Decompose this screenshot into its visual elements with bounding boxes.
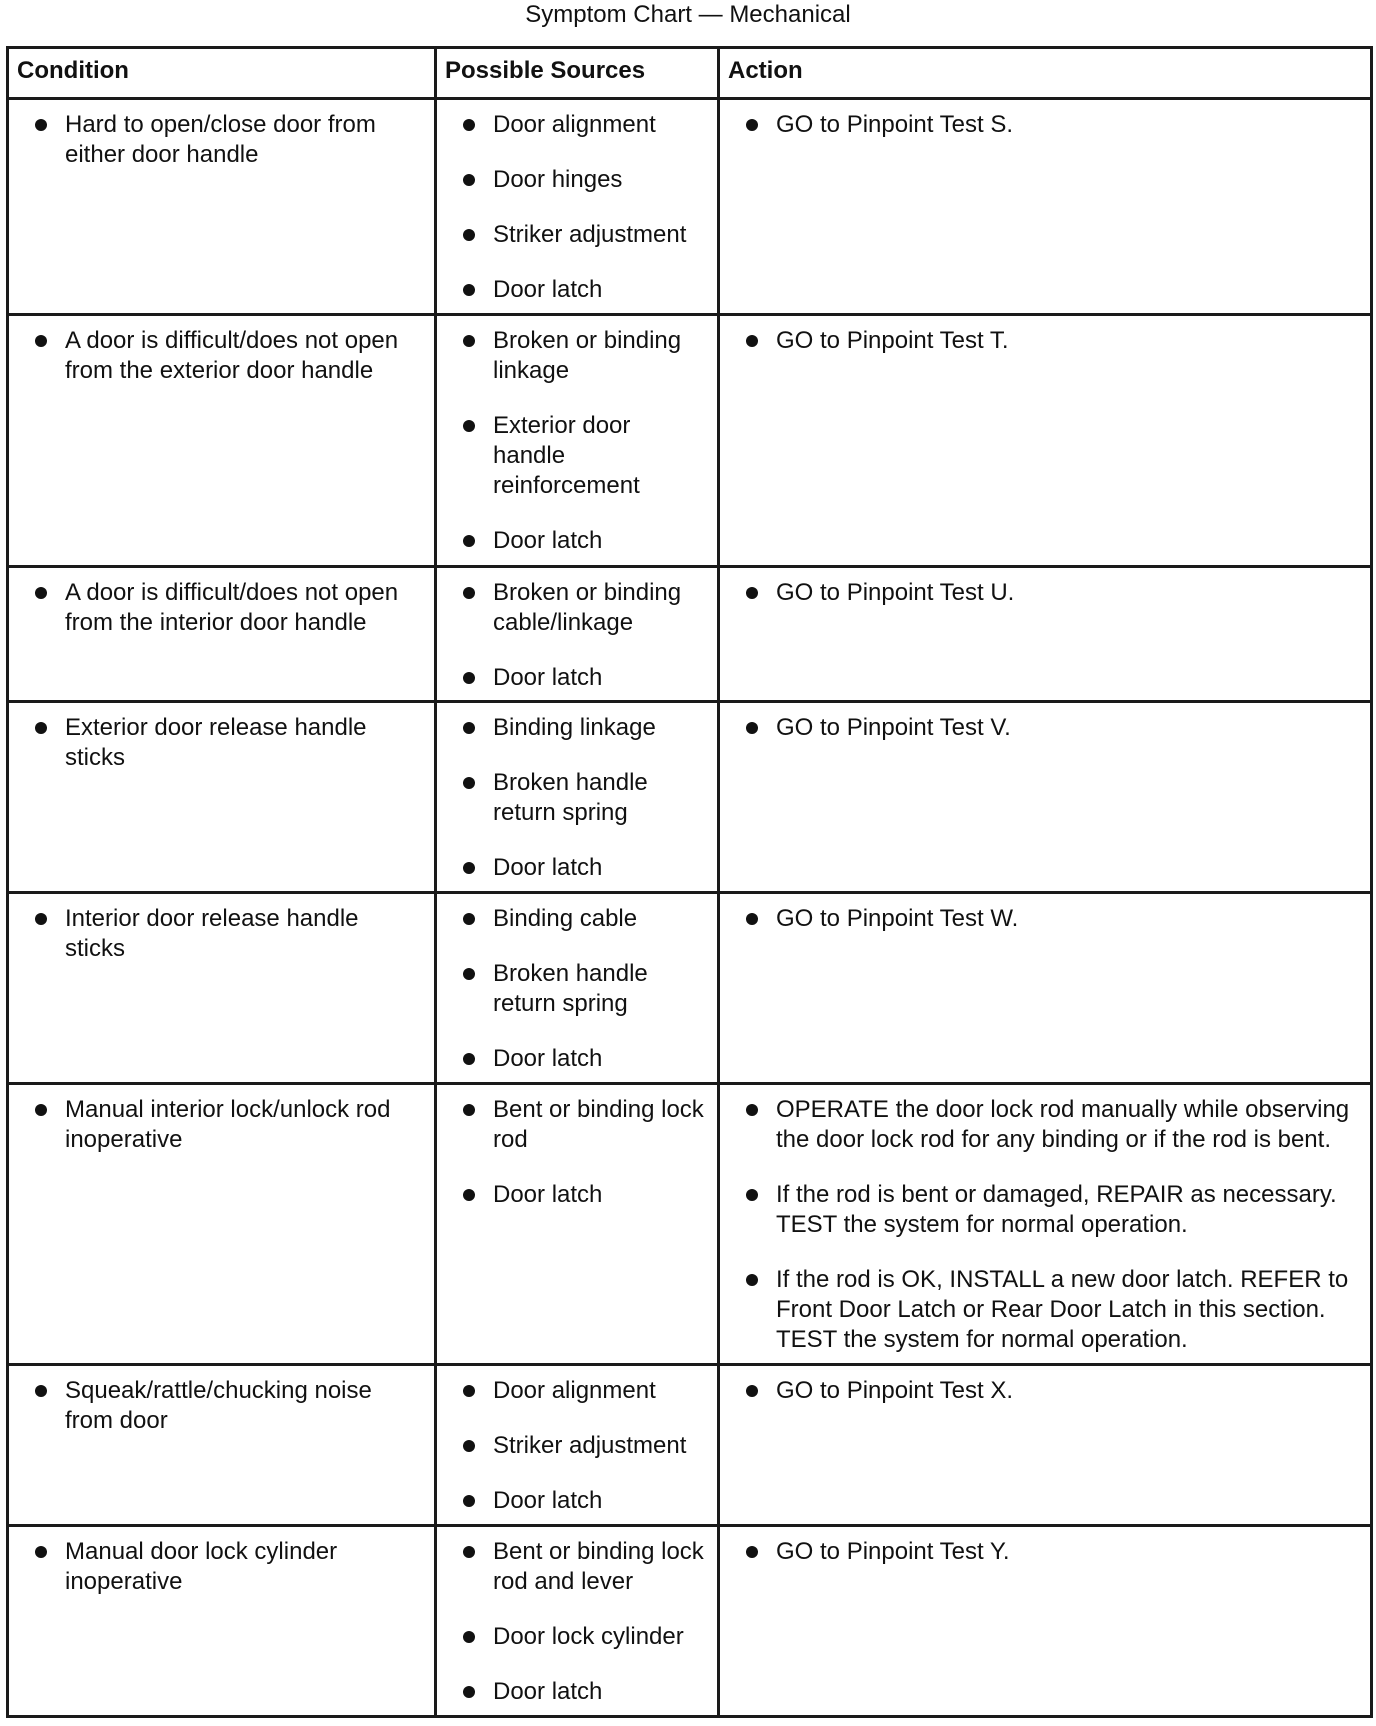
bullet-icon xyxy=(35,587,47,599)
bullet-icon xyxy=(746,722,758,734)
item-text: Door latch xyxy=(493,853,603,881)
condition-cell-list xyxy=(19,578,424,638)
list-item xyxy=(447,275,707,305)
condition-cell-list xyxy=(19,904,424,964)
condition-cell xyxy=(8,1365,436,1526)
item-text: Door alignment xyxy=(493,1377,656,1405)
bullet-icon xyxy=(463,722,475,734)
condition-cell xyxy=(8,99,436,315)
action-cell xyxy=(719,315,1372,566)
bullet-icon xyxy=(35,913,47,925)
list-item xyxy=(447,411,707,501)
condition-cell-list xyxy=(19,1537,424,1597)
item-text: GO to Pinpoint Test T. xyxy=(776,327,1009,355)
bullet-icon xyxy=(463,535,475,547)
item-text: Binding cable xyxy=(493,904,638,932)
item-text: Door hinges xyxy=(493,166,623,193)
sources-cell xyxy=(436,892,719,1083)
bullet-icon xyxy=(463,420,475,432)
bullet-icon xyxy=(746,119,758,131)
action-cell xyxy=(719,99,1372,315)
item-text: Door latch xyxy=(493,1678,603,1706)
action-cell xyxy=(719,1365,1372,1526)
list-item xyxy=(447,165,707,195)
bullet-icon xyxy=(463,174,475,186)
item-text: Broken handle return spring xyxy=(493,768,648,826)
list-item xyxy=(447,853,707,883)
bullet-icon xyxy=(35,335,47,347)
item-text: A door is difficult/does not open from the exterior door handle xyxy=(65,327,399,385)
action-cell-list xyxy=(730,713,1360,743)
table-body xyxy=(8,99,1372,1717)
sources-cell xyxy=(436,99,719,315)
action-cell-list xyxy=(730,326,1360,356)
list-item xyxy=(730,713,1360,743)
list-item xyxy=(447,1431,707,1461)
condition-cell-list xyxy=(19,713,424,773)
list-item xyxy=(447,220,707,250)
item-text: Interior door release handle sticks xyxy=(65,904,359,962)
table-row xyxy=(8,99,1372,315)
sources-cell-list xyxy=(447,904,707,1074)
item-text: Exterior door handle reinforcement xyxy=(493,412,640,500)
condition-cell xyxy=(8,892,436,1083)
list-item xyxy=(19,326,424,386)
item-text: Bent or binding lock rod xyxy=(493,1095,704,1153)
item-text: Hard to open/close door from either door handle xyxy=(65,111,376,168)
list-item xyxy=(447,110,707,140)
bullet-icon xyxy=(746,1104,758,1116)
bullet-icon xyxy=(463,672,475,684)
table-row xyxy=(8,315,1372,566)
bullet-icon xyxy=(463,587,475,599)
sources-cell-list xyxy=(447,713,707,883)
header-condition: Condition xyxy=(8,48,436,99)
list-item xyxy=(447,326,707,386)
list-item xyxy=(447,1537,707,1597)
bullet-icon xyxy=(463,777,475,789)
bullet-icon xyxy=(35,1546,47,1558)
item-text: If the rod is bent or damaged, REPAIR as necessary. TEST the system for normal operation. xyxy=(776,1180,1337,1238)
condition-cell xyxy=(8,1526,436,1717)
bullet-icon xyxy=(35,119,47,131)
bullet-icon xyxy=(463,1686,475,1698)
item-text: Squeak/rattle/chucking noise from door xyxy=(65,1377,372,1435)
bullet-icon xyxy=(746,1546,758,1558)
item-text: Door latch xyxy=(493,1487,603,1515)
item-text: Manual door lock cylinder inoperative xyxy=(65,1538,338,1596)
bullet-icon xyxy=(463,119,475,131)
action-cell-list xyxy=(730,1376,1360,1406)
bullet-icon xyxy=(463,1385,475,1397)
action-cell xyxy=(719,892,1372,1083)
sources-cell xyxy=(436,566,719,701)
table-row xyxy=(8,892,1372,1083)
table-row xyxy=(8,701,1372,892)
condition-cell xyxy=(8,1083,436,1365)
list-item xyxy=(730,1376,1360,1406)
item-text: Door alignment xyxy=(493,111,656,138)
bullet-icon xyxy=(463,1495,475,1507)
bullet-icon xyxy=(35,1104,47,1116)
table-row xyxy=(8,1365,1372,1526)
sources-cell-list xyxy=(447,110,707,305)
bullet-icon xyxy=(463,1631,475,1643)
bullet-icon xyxy=(463,335,475,347)
list-item xyxy=(730,1537,1360,1567)
chart-title: Symptom Chart — Mechanical xyxy=(525,1,851,28)
list-item xyxy=(447,1180,707,1210)
bullet-icon xyxy=(746,1189,758,1201)
condition-cell-list xyxy=(19,1095,424,1155)
condition-cell xyxy=(8,315,436,566)
list-item xyxy=(447,959,707,1019)
item-text: GO to Pinpoint Test V. xyxy=(776,713,1011,741)
sources-cell xyxy=(436,1083,719,1365)
item-text: Door latch xyxy=(493,527,603,555)
item-text: Manual interior lock/unlock rod inoperative xyxy=(65,1095,391,1153)
list-item xyxy=(730,904,1360,934)
sources-cell-list xyxy=(447,326,707,556)
item-text: GO to Pinpoint Test W. xyxy=(776,904,1019,932)
list-item xyxy=(19,1537,424,1597)
bullet-icon xyxy=(463,862,475,874)
item-text: GO to Pinpoint Test S. xyxy=(776,111,1014,138)
item-text: Broken or binding linkage xyxy=(493,327,682,385)
bullet-icon xyxy=(746,587,758,599)
sources-cell-list xyxy=(447,578,707,693)
action-cell xyxy=(719,1526,1372,1717)
bullet-icon xyxy=(463,968,475,980)
sources-cell xyxy=(436,1365,719,1526)
bullet-icon xyxy=(463,1053,475,1065)
header-row xyxy=(8,48,1372,99)
item-text: Door latch xyxy=(493,276,603,303)
action-cell xyxy=(719,701,1372,892)
sources-cell-list xyxy=(447,1095,707,1210)
bullet-icon xyxy=(463,1440,475,1452)
list-item xyxy=(19,110,424,170)
list-item xyxy=(447,663,707,693)
bullet-icon xyxy=(746,335,758,347)
bullet-icon xyxy=(35,1385,47,1397)
bullet-icon xyxy=(35,722,47,734)
item-text: Bent or binding lock rod and lever xyxy=(493,1538,704,1596)
item-text: GO to Pinpoint Test Y. xyxy=(776,1538,1010,1566)
table-row xyxy=(8,566,1372,701)
item-text: Door latch xyxy=(493,1180,603,1208)
bullet-icon xyxy=(746,1274,758,1286)
item-text: GO to Pinpoint Test X. xyxy=(776,1377,1014,1405)
list-item xyxy=(447,1622,707,1652)
list-item xyxy=(447,713,707,743)
table-row xyxy=(8,1526,1372,1717)
list-item xyxy=(730,1265,1360,1355)
list-item xyxy=(447,1044,707,1074)
action-cell-list xyxy=(730,904,1360,934)
item-text: A door is difficult/does not open from the interior door handle xyxy=(65,578,399,636)
item-text: Broken handle return spring xyxy=(493,959,648,1017)
list-item xyxy=(447,1486,707,1516)
bullet-icon xyxy=(463,1546,475,1558)
bullet-icon xyxy=(463,1104,475,1116)
condition-cell-list xyxy=(19,1376,424,1436)
condition-cell-list xyxy=(19,110,424,170)
action-cell-list xyxy=(730,110,1360,140)
symptom-table xyxy=(6,46,1373,1718)
list-item xyxy=(447,1376,707,1406)
condition-cell-list xyxy=(19,326,424,386)
bullet-icon xyxy=(463,913,475,925)
action-cell-list xyxy=(730,578,1360,608)
header-action: Action xyxy=(719,48,1372,99)
sources-cell-list xyxy=(447,1376,707,1516)
item-text: Door lock cylinder xyxy=(493,1623,684,1651)
list-item xyxy=(447,1095,707,1155)
sources-cell-list xyxy=(447,1537,707,1707)
list-item xyxy=(19,904,424,964)
header-possible-sources: Possible Sources xyxy=(436,48,719,99)
action-cell xyxy=(719,1083,1372,1365)
item-text: Door latch xyxy=(493,663,603,691)
action-cell-list xyxy=(730,1095,1360,1355)
table-row xyxy=(8,1083,1372,1365)
item-text: If the rod is OK, INSTALL a new door latch. REFER to Front Door Latch or Rear Door Latch in this section. TEST the system for normal operation. xyxy=(776,1265,1349,1353)
list-item xyxy=(730,578,1360,608)
list-item xyxy=(730,1095,1360,1155)
action-cell-list xyxy=(730,1537,1360,1567)
bullet-icon xyxy=(463,1189,475,1201)
bullet-icon xyxy=(746,1385,758,1397)
item-text: Broken or binding cable/linkage xyxy=(493,578,682,636)
list-item xyxy=(447,578,707,638)
list-item xyxy=(447,1677,707,1707)
list-item xyxy=(19,1376,424,1436)
list-item xyxy=(447,904,707,934)
condition-cell xyxy=(8,566,436,701)
action-cell xyxy=(719,566,1372,701)
item-text: GO to Pinpoint Test U. xyxy=(776,578,1015,606)
list-item xyxy=(447,768,707,828)
sources-cell xyxy=(436,1526,719,1717)
item-text: Striker adjustment xyxy=(493,1432,687,1460)
list-item xyxy=(19,1095,424,1155)
item-text: Door latch xyxy=(493,1044,603,1072)
bullet-icon xyxy=(463,284,475,296)
list-item xyxy=(730,326,1360,356)
item-text: OPERATE the door lock rod manually while observing the door lock rod for any binding or if the rod is bent. xyxy=(776,1095,1350,1153)
item-text: Striker adjustment xyxy=(493,221,687,248)
list-item xyxy=(730,110,1360,140)
sources-cell xyxy=(436,701,719,892)
list-item xyxy=(447,526,707,556)
list-item xyxy=(730,1180,1360,1240)
bullet-icon xyxy=(463,229,475,241)
item-text: Exterior door release handle sticks xyxy=(65,713,367,771)
condition-cell xyxy=(8,701,436,892)
list-item xyxy=(19,578,424,638)
list-item xyxy=(19,713,424,773)
item-text: Binding linkage xyxy=(493,713,656,741)
bullet-icon xyxy=(746,913,758,925)
sources-cell xyxy=(436,315,719,566)
